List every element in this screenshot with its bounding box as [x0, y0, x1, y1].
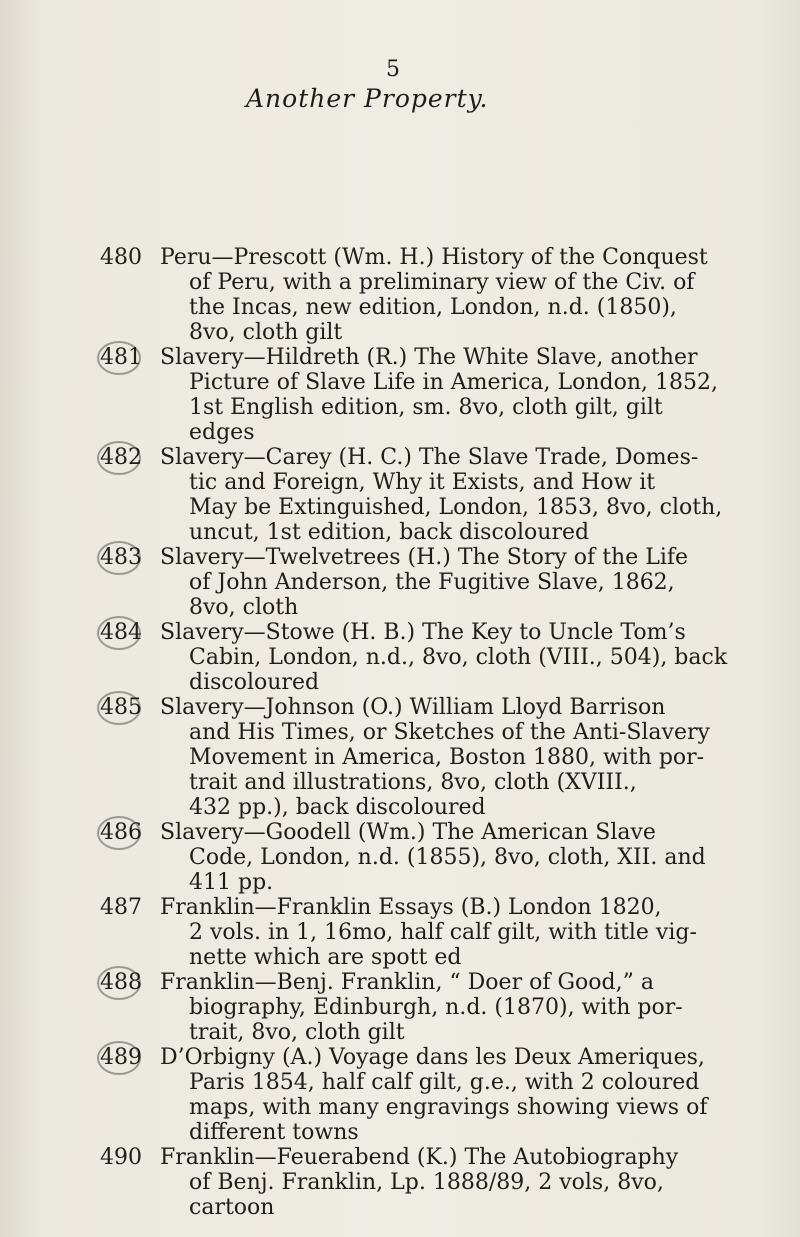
entry-line: Franklin—Feuerabend (K.) The Autobiography	[160, 1145, 679, 1170]
lot-number: 490	[100, 1145, 142, 1170]
entry-line: 8vo, cloth gilt	[189, 320, 343, 345]
entry-line: Slavery—Carey (H. C.) The Slave Trade, Domes-	[160, 445, 699, 470]
entry-line: uncut, 1st edition, back discoloured	[189, 520, 590, 545]
page-number: 5	[386, 57, 400, 82]
entry-line: Code, London, n.d. (1855), 8vo, cloth, XII. and	[189, 845, 706, 870]
lot-number: 481	[100, 345, 142, 370]
entry-line: May be Extinguished, London, 1853, 8vo, cloth,	[189, 495, 723, 520]
lot-number: 486	[100, 820, 142, 845]
entry-line: the Incas, new edition, London, n.d. (1850),	[189, 295, 677, 320]
entry-line: Peru—Prescott (Wm. H.) History of the Conquest	[160, 245, 708, 270]
entry-line: Picture of Slave Life in America, London, 1852,	[189, 370, 718, 395]
entry-line: edges	[189, 420, 255, 445]
entry-line: D’Orbigny (A.) Voyage dans les Deux Ameriques,	[160, 1045, 705, 1070]
lot-number: 484	[100, 620, 142, 645]
entry-line: Paris 1854, half calf gilt, g.e., with 2 coloured	[189, 1070, 700, 1095]
entry-line: discoloured	[189, 670, 320, 695]
entry-line: nette which are spott ed	[189, 945, 462, 970]
lot-number: 483	[100, 545, 142, 570]
entry-line: 2 vols. in 1, 16mo, half calf gilt, with title vig-	[189, 920, 697, 945]
entry-line: 411 pp.	[189, 870, 274, 895]
entry-line: 8vo, cloth	[189, 595, 299, 620]
entry-line: of Peru, with a preliminary view of the Civ. of	[189, 270, 695, 295]
entry-line: trait, 8vo, cloth gilt	[189, 1020, 405, 1045]
entry-line: of Benj. Franklin, Lp. 1888/89, 2 vols, 8vo,	[189, 1170, 664, 1195]
lot-number: 489	[100, 1045, 142, 1070]
entry-line: Slavery—Twelvetrees (H.) The Story of the Life	[160, 545, 689, 570]
entry-line: different towns	[189, 1120, 359, 1145]
entry-line: Slavery—Johnson (O.) William Lloyd Barrison	[160, 695, 666, 720]
entry-line: Franklin—Benj. Franklin, “ Doer of Good,” a	[160, 970, 654, 995]
entry-line: Movement in America, Boston 1880, with por-	[189, 745, 705, 770]
entry-line: biography, Edinburgh, n.d. (1870), with por-	[189, 995, 683, 1020]
lot-number: 482	[100, 445, 142, 470]
page-heading: Another Property.	[246, 84, 489, 113]
entry-line: cartoon	[189, 1195, 275, 1220]
entry-line: Slavery—Stowe (H. B.) The Key to Uncle Tom’s	[160, 620, 686, 645]
entry-line: trait and illustrations, 8vo, cloth (XVIII.,	[189, 770, 637, 795]
entry-line: Franklin—Franklin Essays (B.) London 1820,	[160, 895, 662, 920]
lot-number: 480	[100, 245, 142, 270]
entry-line: and His Times, or Sketches of the Anti-Slavery	[189, 720, 710, 745]
entry-line: Cabin, London, n.d., 8vo, cloth (VIII., 504), back	[189, 645, 728, 670]
entry-line: tic and Foreign, Why it Exists, and How it	[189, 470, 656, 495]
entry-line: 432 pp.), back discoloured	[189, 795, 486, 820]
entry-line: of John Anderson, the Fugitive Slave, 1862,	[189, 570, 675, 595]
entry-line: Slavery—Goodell (Wm.) The American Slave	[160, 820, 656, 845]
lot-number: 488	[100, 970, 142, 995]
lot-number: 487	[100, 895, 142, 920]
entry-line: maps, with many engravings showing views of	[189, 1095, 708, 1120]
entry-line: Slavery—Hildreth (R.) The White Slave, another	[160, 345, 698, 370]
lot-number: 485	[100, 695, 142, 720]
entry-line: 1st English edition, sm. 8vo, cloth gilt, gilt	[189, 395, 663, 420]
